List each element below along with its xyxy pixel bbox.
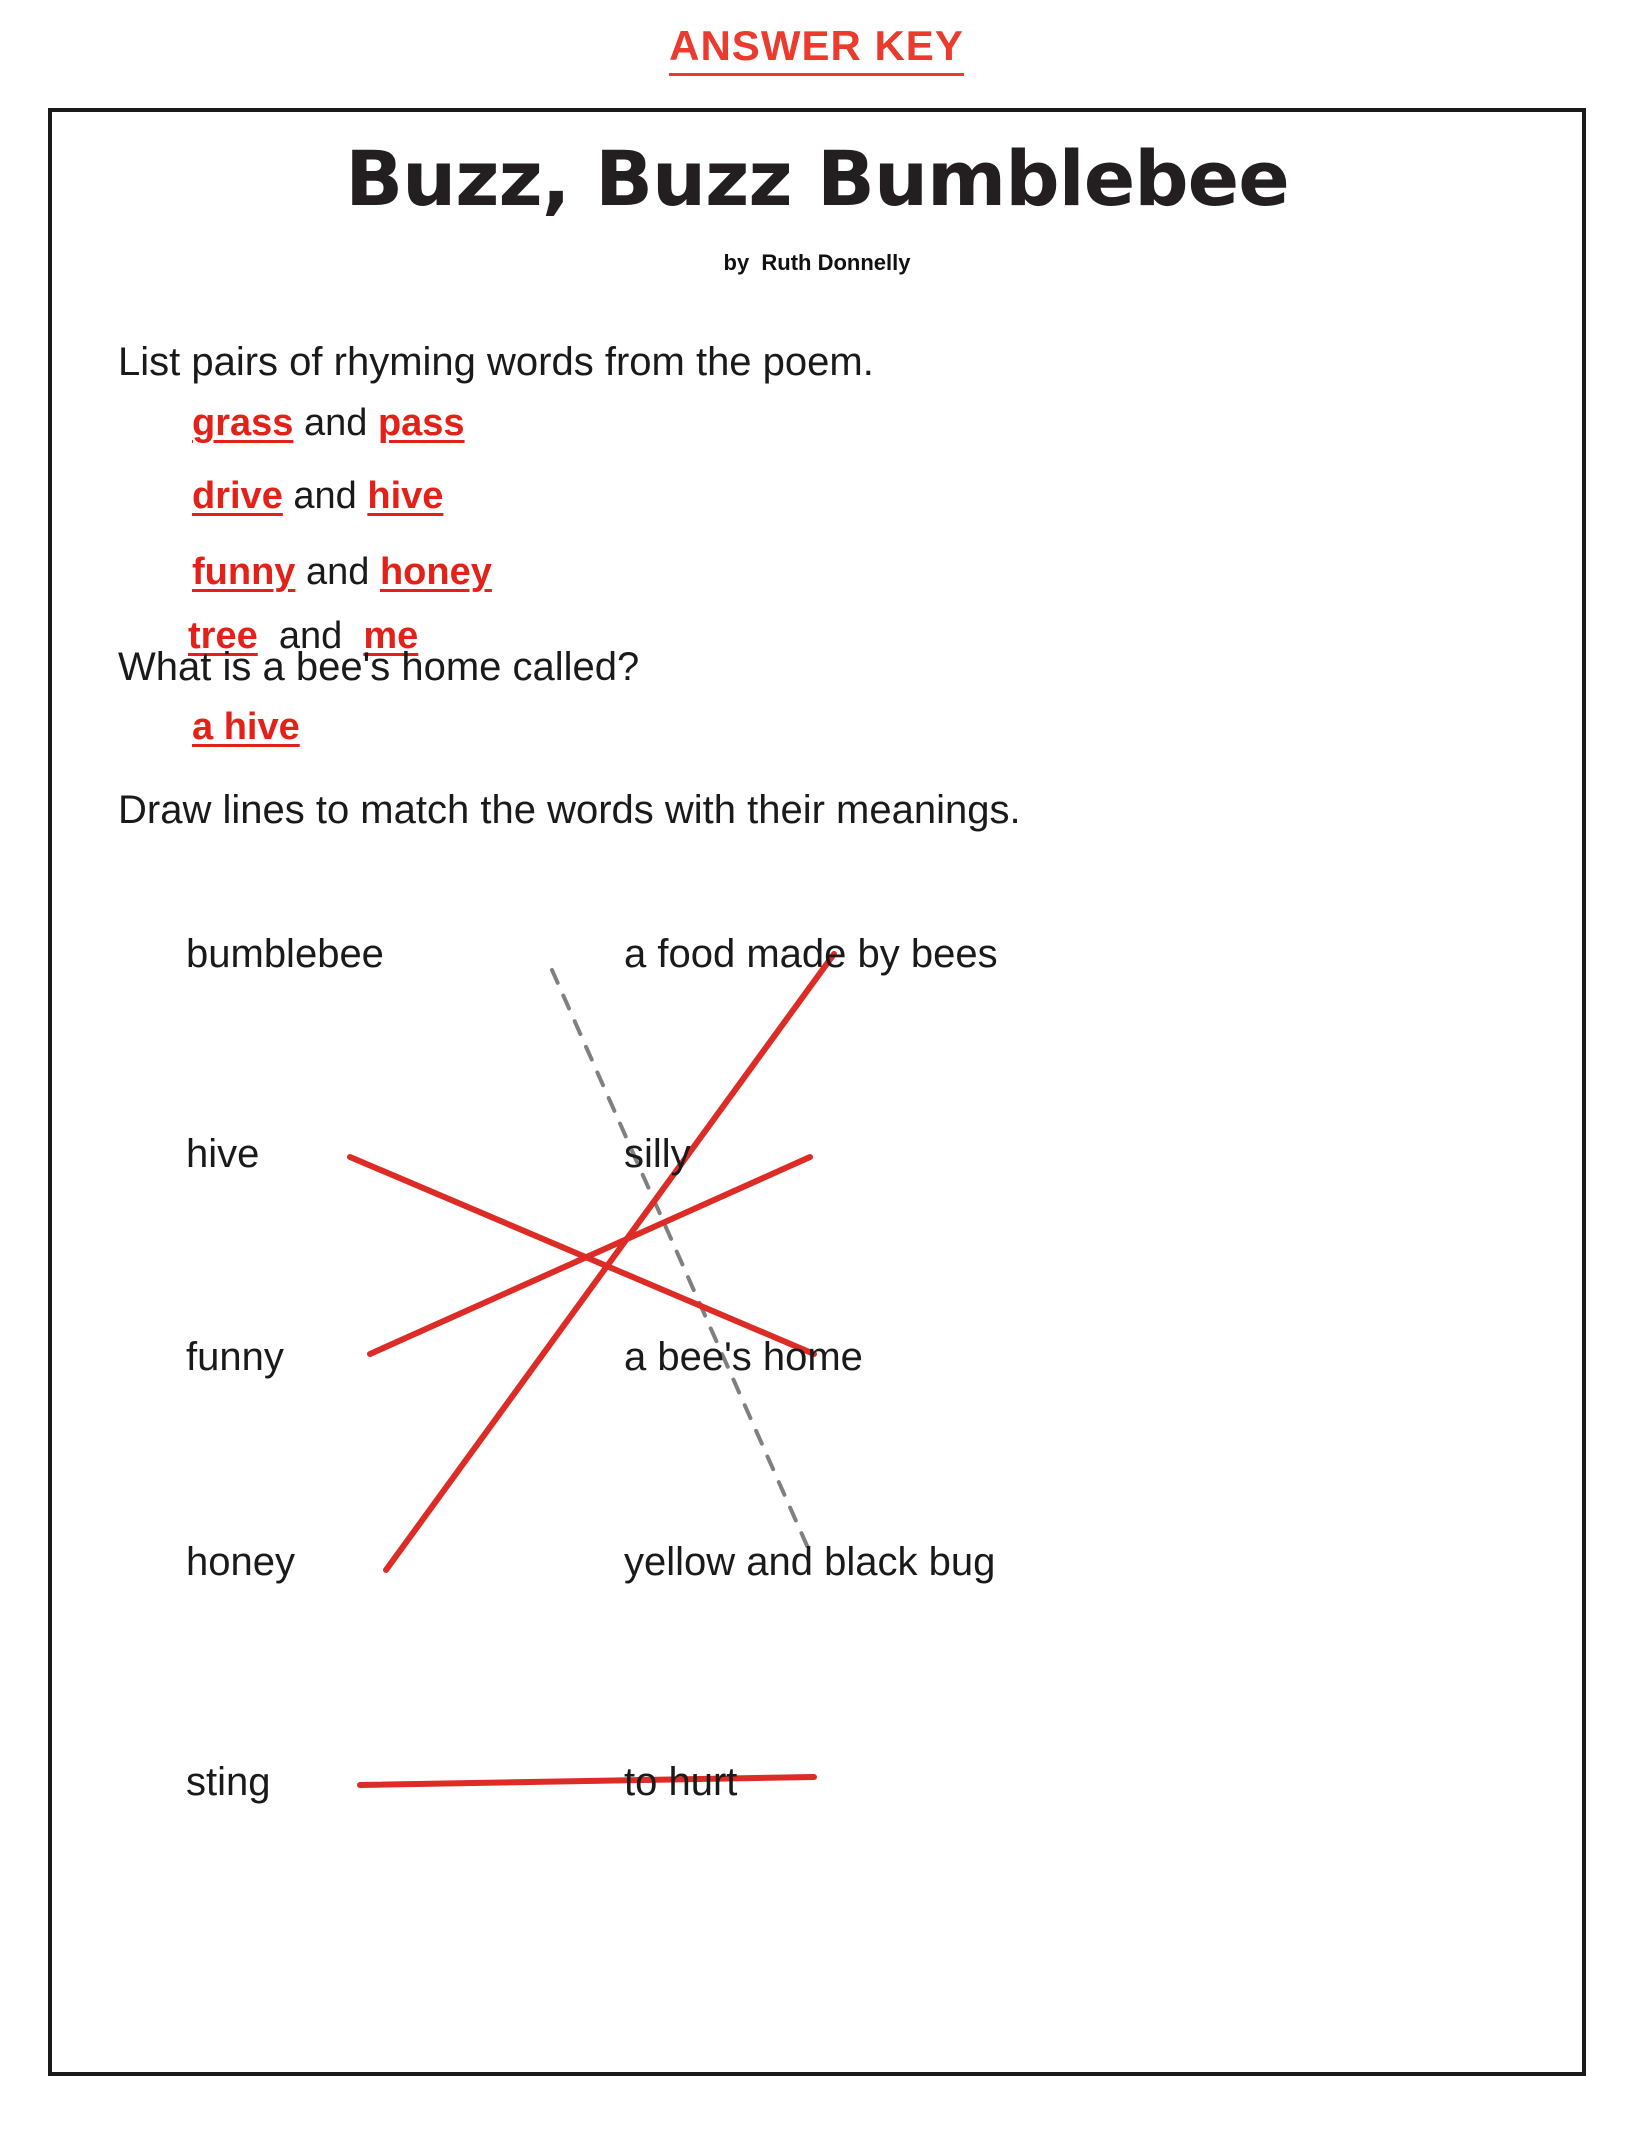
rhyme-answer-left-1: grass [192,402,294,444]
rhyme-answer-left-2: drive [192,475,283,517]
matching-exercise [52,892,1590,1992]
rhyme-pair-row-2 [192,475,443,518]
match-definition-yellow-and-black-bug[interactable]: yellow and black bug [624,1540,996,1584]
rhyme-conjunction-2: and [282,475,368,517]
connector-line-bumblebee [552,970,812,1557]
answer-key-banner [0,22,1633,76]
connector-line-sting [360,1777,814,1785]
rhyme-answer-left-3: funny [192,551,296,593]
match-definition-a-food-made-by-bees[interactable]: a food made by bees [624,932,998,976]
rhyme-answer-right-1: pass [377,402,465,444]
match-definition-to-hurt[interactable]: to hurt [624,1760,738,1804]
rhyme-pair-row-3 [192,551,492,594]
match-word-funny[interactable]: funny [186,1335,284,1379]
question-2-prompt: What is a bee's home called? [118,645,640,689]
author-byline: by Ruth Donnelly [723,250,911,275]
rhyme-pair-row-1 [192,402,465,445]
answer-key-label: ANSWER KEY [669,22,964,76]
match-word-honey[interactable]: honey [186,1540,295,1584]
match-definition-a-bees-home[interactable]: a bee's home [624,1335,863,1379]
match-word-hive[interactable]: hive [186,1132,260,1176]
page-title: Buzz, Buzz Bumblebee [345,134,1289,223]
match-definition-silly[interactable]: silly [624,1132,691,1176]
question-2-answer-row [192,706,300,749]
connector-line-honey [386,954,834,1570]
match-word-sting[interactable]: sting [186,1760,271,1804]
rhyme-conjunction-4: and [257,615,364,657]
match-word-bumblebee[interactable]: bumblebee [186,932,384,976]
question-3-prompt: Draw lines to match the words with their meanings. [118,788,1021,832]
rhyme-answer-right-4: me [363,615,419,657]
rhyme-answer-left-4: tree [188,615,258,657]
rhyme-conjunction-3: and [295,551,380,593]
question-2-answer: a hive [192,706,300,748]
question-1-prompt: List pairs of rhyming words from the poem. [118,340,874,384]
matching-connector-lines [52,892,1590,1992]
rhyme-conjunction-1: and [293,402,378,444]
rhyme-answer-right-3: honey [379,551,492,593]
worksheet-frame [48,108,1586,2076]
rhyme-answer-right-2: hive [367,475,444,517]
